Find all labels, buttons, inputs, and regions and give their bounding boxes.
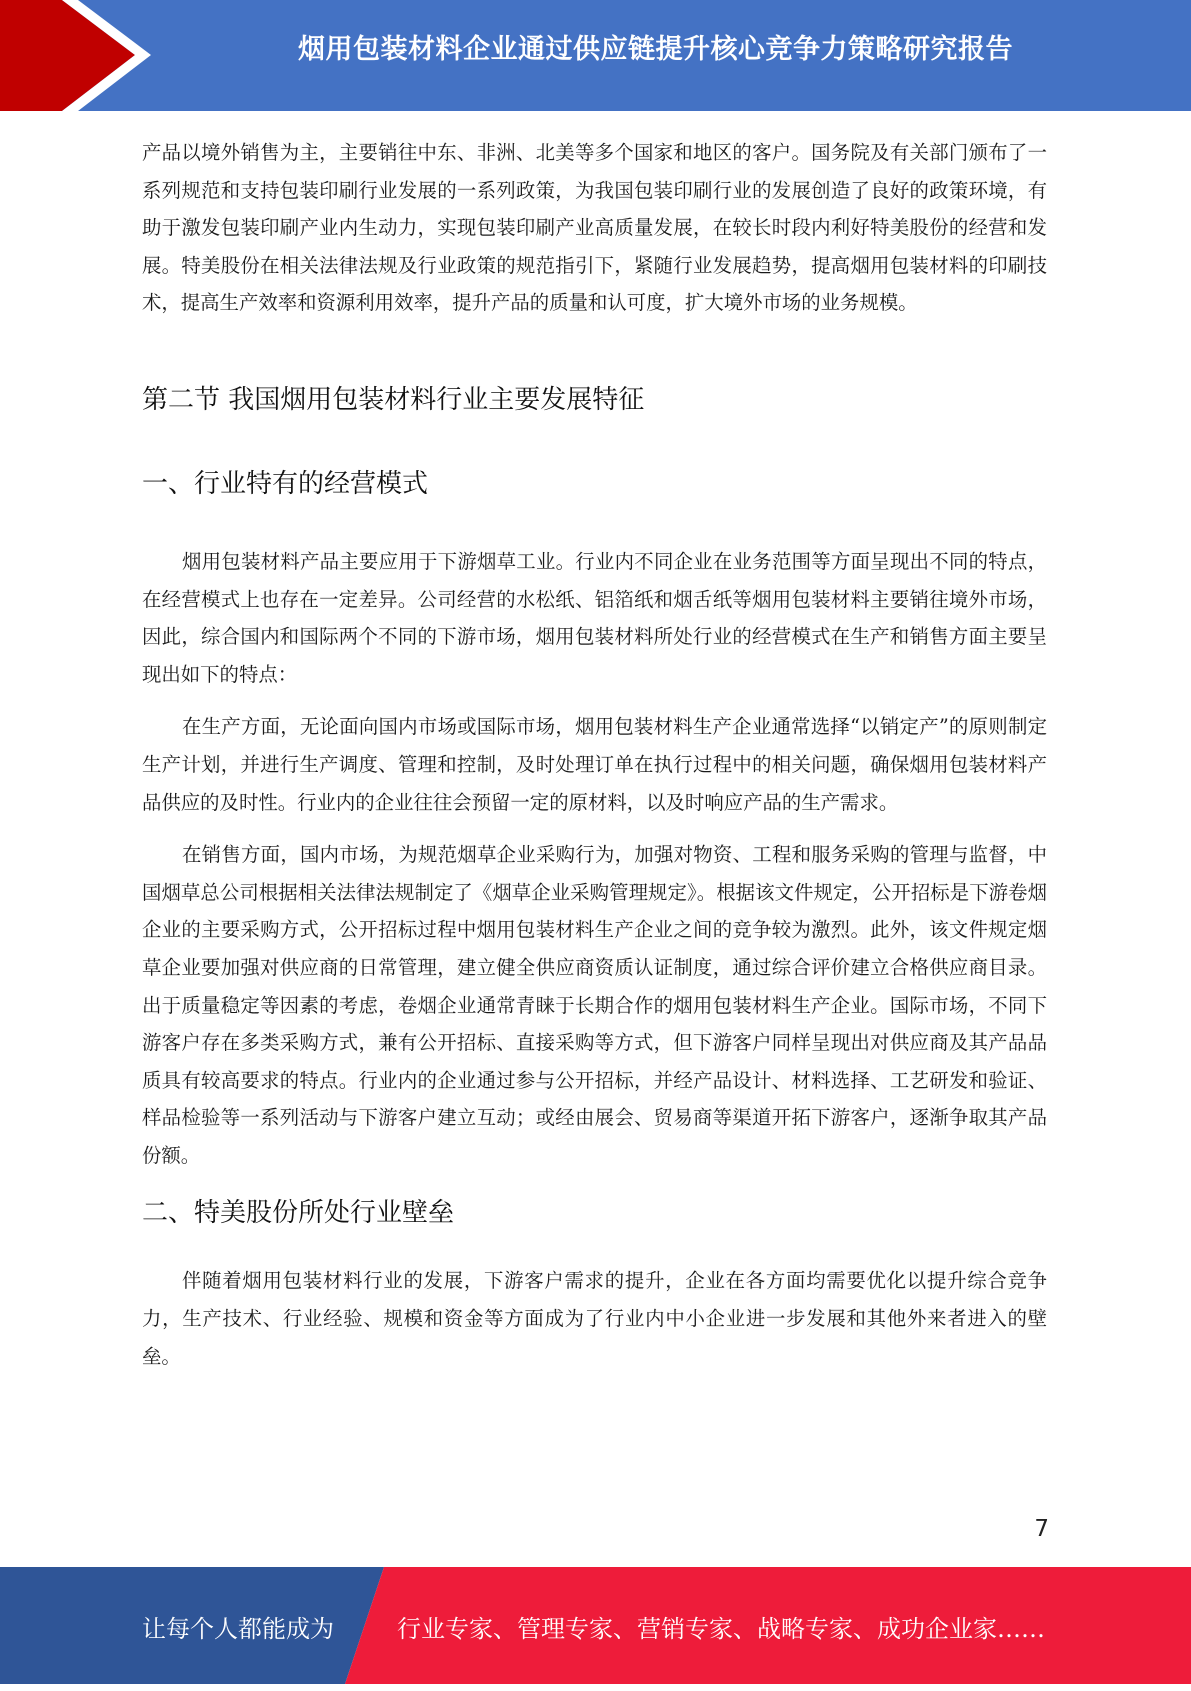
heading-industry-barriers: 二、特美股份所处行业壁垒 xyxy=(142,1198,455,1229)
footer-slogan-left: 让每个人都能成为 xyxy=(142,1615,334,1643)
page-footer xyxy=(0,1567,1191,1684)
section-title: 第二节 我国烟用包装材料行业主要发展特征 xyxy=(142,384,645,415)
paragraph-production: 在生产方面，无论面向国内市场或国际市场，烟用包装材料生产企业通常选择“以销定产”的原则制定生产计划，并进行生产调度、管理和控制，及时处理订单在执行过程中的相关问题，确保烟用包装材料产品供应的及时性。行业内的企业往往会预留一定的原材料，以及时响应产品的生产需求。 xyxy=(142,715,1047,814)
paragraph-business-model: 烟用包装材料产品主要应用于下游烟草工业。行业内不同企业在业务范围等方面呈现出不同的特点，在经营模式上也存在一定差异。公司经营的水松纸、铝箔纸和烟舌纸等烟用包装材料主要销往境外市场，因此，综合国内和国际两个不同的下游市场，烟用包装材料所处行业的经营模式在生产和销售方面主要呈现出如下的特点： xyxy=(142,549,1047,686)
intro-paragraph: 产品以境外销售为主，主要销往中东、非洲、北美等多个国家和地区的客户。国务院及有关部门颁布了一系列规范和支持包装印刷行业发展的一系列政策，为我国包装印刷行业的发展创造了良好的政策环境，有助于激发包装印刷产业内生动力，实现包装印刷产业高质量发展，在较长时段内利好特美股份的经营和发展。特美股份在相关法律法规及行业政策的规范指引下，紧随行业发展趋势，提高烟用包装材料的印刷技术，提高生产效率和资源利用效率，提升产品的质量和认可度，扩大境外市场的业务规模。 xyxy=(142,141,1047,315)
page-header xyxy=(0,0,1191,111)
paragraph-barriers: 伴随着烟用包装材料行业的发展，下游客户需求的提升，企业在各方面均需要优化以提升综合竞争力，生产技术、行业经验、规模和资金等方面成为了行业内中小企业进一步发展和其他外来者进入的壁垒。 xyxy=(142,1269,1047,1368)
paragraph-sales: 在销售方面，国内市场，为规范烟草企业采购行为，加强对物资、工程和服务采购的管理与监督，中国烟草总公司根据相关法律法规制定了《烟草企业采购管理规定》。根据该文件规定，公开招标是下游卷烟企业的主要采购方式，公开招标过程中烟用包装材料生产企业之间的竞争较为激烈。此外，该文件规定烟草企业要加强对供应商的日常管理，建立健全供应商资质认证制度，通过综合评价建立合格供应商目录。出于质量稳定等因素的考虑，卷烟企业通常青睐于长期合作的烟用包装材料生产企业。国际市场，不同下游客户存在多类采购方式，兼有公开招标、直接采购等方式，但下游客户同样呈现出对供应商及其产品品质具有较高要求的特点。行业内的企业通过参与公开招标，并经产品设计、材料选择、工艺研发和验证、样品检验等一系列活动与下游客户建立互动；或经由展会、贸易商等渠道开拓下游客户，逐渐争取其产品份额。 xyxy=(142,843,1047,1167)
page-number: 7 xyxy=(1034,1516,1049,1542)
footer-slogan-right: 行业专家、管理专家、营销专家、战略专家、成功企业家…… xyxy=(397,1615,1045,1643)
report-title: 烟用包装材料企业通过供应链提升核心竞争力策略研究报告 xyxy=(298,34,1013,65)
heading-business-model: 一、行业特有的经营模式 xyxy=(142,468,429,499)
page-content xyxy=(142,134,1047,1375)
